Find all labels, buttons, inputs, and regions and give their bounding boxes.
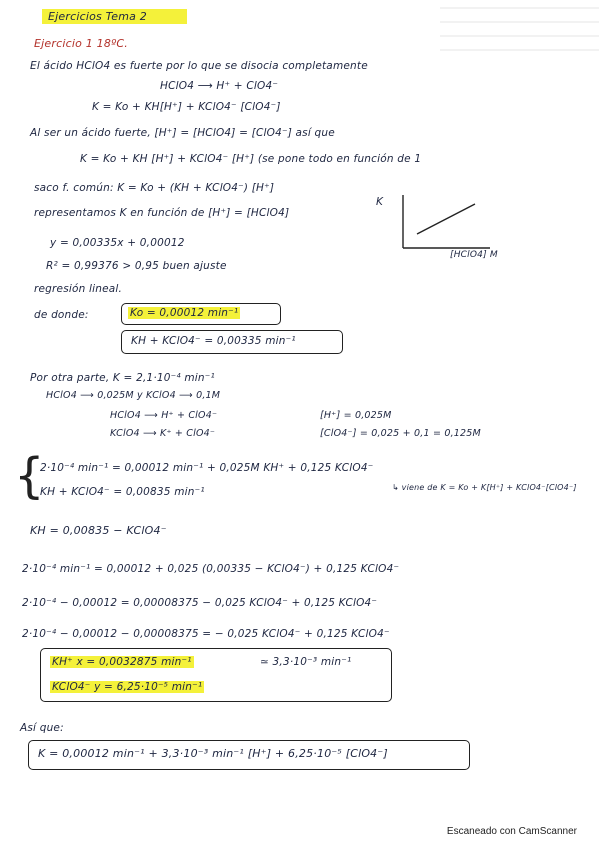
equation: y = 0,00335x + 0,00012 [50,237,185,249]
exercise-heading: Ejercicio 1 18ºC. [34,37,128,50]
graph-x-label: [HClO4] M [450,250,498,260]
equation: 2·10⁻⁴ min⁻¹ = 0,00012 + 0,025 (0,00335 − KClO4⁻) + 0,125 KClO4⁻ [22,563,400,575]
equation: [ClO4⁻] = 0,025 + 0,1 = 0,125M [320,428,481,439]
equation: 2·10⁻⁴ min⁻¹ = 0,00012 min⁻¹ + 0,025M KH⁺ + 0,125 KClO4⁻ [40,462,374,474]
final-equation: K = 0,00012 min⁻¹ + 3,3·10⁻³ min⁻¹ [H⁺] + 6,25·10⁻⁵ [ClO4⁻] [38,747,388,760]
text-line: Al ser un ácido fuerte, [H⁺] = [HClO4] = [ClO4⁻] así que [30,127,335,139]
text-line: Así que: [20,722,64,734]
page-title: Ejercicios Tema 2 [42,9,187,24]
text-line: representamos K en función de [H⁺] = [HClO4] [34,207,290,219]
equation: K = Ko + KH [H⁺] + KClO4⁻ [H⁺] (se pone todo en función de 1 [80,153,422,165]
text-line: Por otra parte, K = 2,1·10⁻⁴ min⁻¹ [30,372,215,384]
result-kh-kclo4: KH + KClO4⁻ = 0,00335 min⁻¹ [131,335,296,347]
equation: HClO4 ⟶ H⁺ + ClO4⁻ [160,80,279,92]
text-line: HClO4 ⟶ 0,025M y KClO4 ⟶ 0,1M [46,390,221,401]
text-line: El ácido HClO4 es fuerte por lo que se disocia completamente [30,60,368,72]
result-ko: Ko = 0,00012 min⁻¹ [130,307,239,319]
result-kclo4: KClO4⁻ y = 6,25·10⁻⁵ min⁻¹ [52,681,203,693]
result-kh-approx: ≃ 3,3·10⁻³ min⁻¹ [260,656,352,668]
scanner-footer: Escaneado con CamScanner [446,826,577,837]
scan-lines-decoration [440,0,599,60]
equation: saco f. común: K = Ko + (KH + KClO4⁻) [H⁺] [34,182,275,194]
equation: R² = 0,99376 > 0,95 buen ajuste [46,260,227,272]
equation: KClO4 ⟶ K⁺ + ClO4⁻ [110,428,216,439]
equation: [H⁺] = 0,025M [320,410,392,421]
system-brace: { [14,448,45,504]
text-line: de donde: [34,309,89,321]
equation: 2·10⁻⁴ − 0,00012 − 0,00008375 = − 0,025 KClO4⁻ + 0,125 KClO4⁻ [22,628,390,640]
equation: 2·10⁻⁴ − 0,00012 = 0,00008375 − 0,025 KClO4⁻ + 0,125 KClO4⁻ [22,597,378,609]
text-line: regresión lineal. [34,283,123,295]
equation: K = Ko + KH[H⁺] + KClO4⁻ [ClO4⁻] [92,101,281,113]
graph-y-label: K [376,196,384,208]
equation: KH + KClO4⁻ = 0,00835 min⁻¹ [40,486,205,498]
equation: KH = 0,00835 − KClO4⁻ [30,524,167,537]
annotation: ↳ viene de K = Ko + K[H⁺] + KClO4⁻[ClO4⁻] [392,483,577,492]
result-kh: KH⁺ x = 0,0032875 min⁻¹ [52,656,192,668]
equation: HClO4 ⟶ H⁺ + ClO4⁻ [110,410,218,421]
